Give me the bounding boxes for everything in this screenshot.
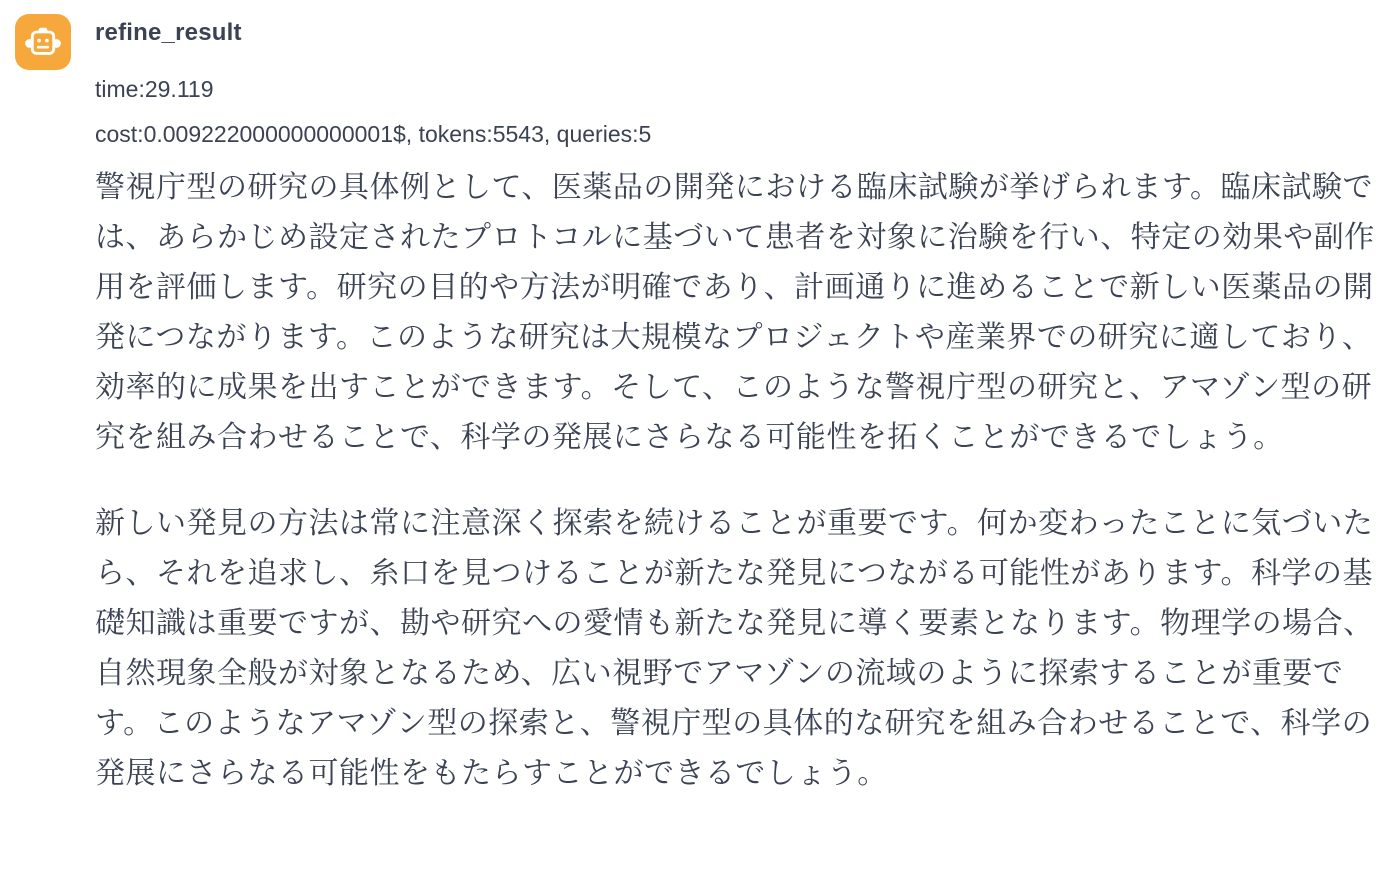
paragraph-2: 新しい発見の方法は常に注意深く探索を続けることが重要です。何か変わったことに気づいたら、それを追求し、糸口を見つけることが新たな発見につながる可能性があります。科学の基礎知識は重要ですが、勘や研究への愛情も新たな発見に導く要素となります。物理学の場合、自然現象全般が対象となるため、広い視野でアマゾンの流域のように探索することが重要です。このようなアマゾン型の探索と、警視庁型の具体的な研究を組み合わせることで、科学の発展にさらなる可能性をもたらすことができるでしょう。 (95, 507, 1374, 790)
time-metadata: time:29.119 (95, 76, 214, 102)
message-author: refine_result (95, 19, 242, 46)
avatar (15, 14, 71, 70)
robot-icon (23, 22, 63, 62)
paragraph-1: 警視庁型の研究の具体例として、医薬品の開発における臨床試験が挙げられます。臨床試験では、あらかじめ設定されたプロトコルに基づいて患者を対象に治験を行い、特定の効果や副作用を評価します。研究の目的や方法が明確であり、計画通りに進めることで新しい医薬品の開発につながります。このような研究は大規模なプロジェクトや産業界での研究に適しており、効率的に成果を出すことができます。そして、このような警視庁型の研究と、アマゾン型の研究を組み合わせることで、科学の発展にさらなる可能性を拓くことができるでしょう。 (95, 171, 1375, 454)
cost-metadata: cost:0.009222000000000001$, tokens:5543, queries:5 (95, 121, 652, 147)
message-content (95, 14, 1390, 799)
